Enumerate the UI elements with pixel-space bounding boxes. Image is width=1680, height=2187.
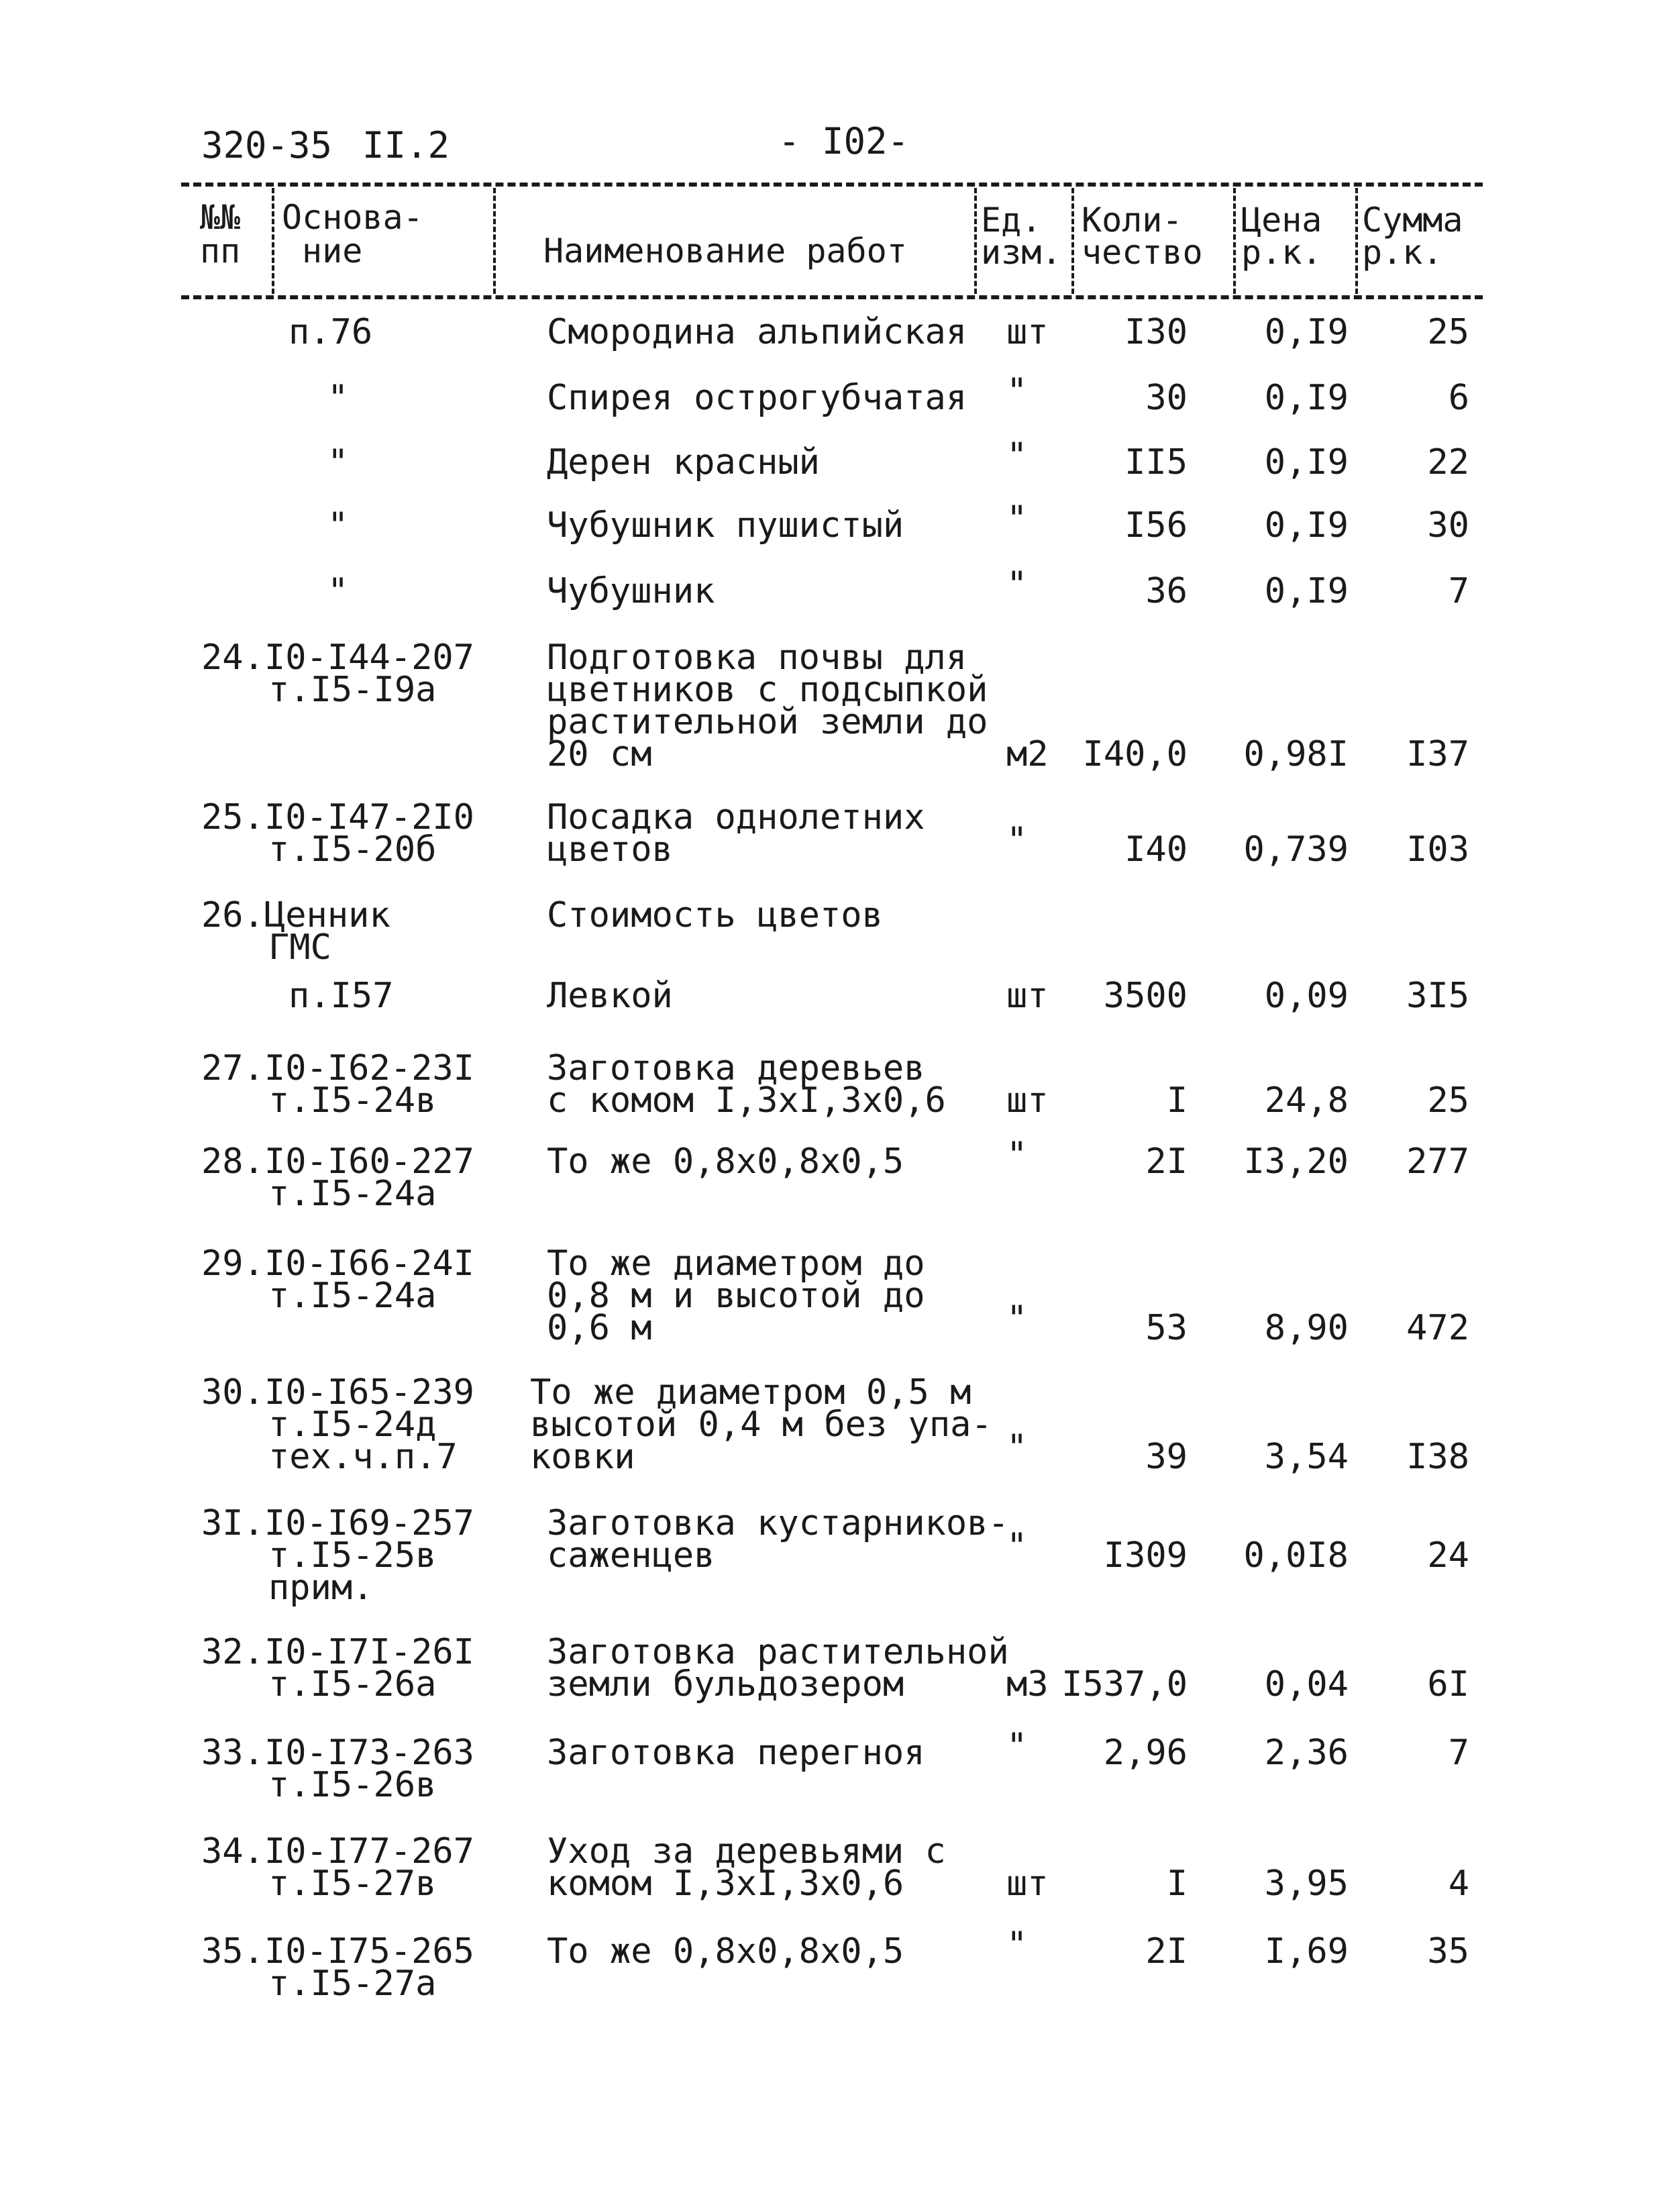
- row-quantity: I309: [1103, 1535, 1188, 1576]
- row-basis-line: т.I5-24в: [268, 1080, 437, 1121]
- row-name-line: земли бульдозером: [547, 1664, 904, 1705]
- row-basis-line: 24.I0-I44-207: [201, 638, 474, 678]
- row-unit: ": [1006, 820, 1028, 860]
- row-quantity: I30: [1124, 312, 1188, 352]
- row-unit: шт: [1006, 1080, 1049, 1121]
- row-basis-line: т.I5-27а: [268, 1964, 437, 2004]
- row-quantity: 30: [1145, 378, 1188, 418]
- col-divider-6: [1355, 188, 1358, 294]
- row-name-line: 0,8 м и высотой до: [547, 1276, 925, 1316]
- row-basis-line: 32.I0-I7I-26I: [201, 1632, 474, 1672]
- row-basis-line: т.I5-I9а: [268, 670, 437, 710]
- row-basis-line: ": [327, 571, 349, 611]
- row-price: 0,09: [1264, 976, 1349, 1016]
- row-basis-line: 29.I0-I66-24I: [201, 1243, 474, 1284]
- row-sum: 7: [1448, 1733, 1469, 1773]
- row-basis-line: 25.I0-I47-2I0: [201, 797, 474, 837]
- col-divider-1: [272, 188, 274, 294]
- row-basis-line: 27.I0-I62-23I: [201, 1048, 474, 1088]
- row-name-line: комом I,3хI,3х0,6: [547, 1864, 904, 1904]
- row-price: 0,I9: [1264, 312, 1349, 352]
- row-quantity: 2I: [1145, 1931, 1188, 1972]
- row-quantity: I: [1166, 1080, 1188, 1121]
- row-basis-line: 34.I0-I77-267: [201, 1831, 474, 1872]
- row-name-line: саженцев: [547, 1535, 715, 1576]
- doc-number: 320-35: [201, 124, 333, 166]
- row-quantity: 2,96: [1103, 1733, 1188, 1773]
- row-basis-line: т.I5-24д: [268, 1405, 437, 1445]
- row-basis-line: т.I5-20б: [268, 829, 437, 870]
- row-quantity: I40,0: [1082, 734, 1188, 774]
- header-price-1: Цена: [1241, 201, 1322, 240]
- row-name-line: Заготовка деревьев: [547, 1048, 925, 1088]
- row-price: 0,739: [1243, 829, 1349, 870]
- row-unit: м2: [1006, 734, 1049, 774]
- row-name-line: ковки: [530, 1437, 635, 1477]
- row-sum: 3I5: [1406, 976, 1469, 1016]
- row-price: 0,98I: [1243, 734, 1349, 774]
- row-sum: 25: [1427, 1080, 1469, 1121]
- header-name: Наименование работ: [543, 232, 907, 270]
- row-quantity: 2I: [1145, 1141, 1188, 1182]
- row-sum: 472: [1406, 1308, 1469, 1348]
- row-price: I,69: [1264, 1931, 1349, 1972]
- row-sum: 24: [1427, 1535, 1469, 1576]
- row-price: 0,I9: [1264, 442, 1349, 482]
- row-unit: ": [1006, 436, 1028, 476]
- row-name-line: с комом I,3хI,3х0,6: [547, 1080, 946, 1121]
- row-basis-line: т.I5-27в: [268, 1864, 437, 1904]
- row-basis-line: 33.I0-I73-263: [201, 1733, 474, 1773]
- row-sum: 22: [1427, 442, 1469, 482]
- row-unit: м3: [1006, 1664, 1049, 1705]
- row-basis-line: ": [327, 442, 349, 482]
- header-num-1: №№: [200, 198, 241, 237]
- row-basis-line: п.76: [288, 312, 373, 352]
- row-unit: ": [1006, 1726, 1028, 1766]
- row-name-line: То же диаметром до: [547, 1243, 925, 1284]
- row-price: 3,95: [1264, 1864, 1349, 1904]
- row-basis-line: п.I57: [288, 976, 394, 1016]
- row-name-line: Дерен красный: [547, 442, 820, 482]
- row-name-line: Заготовка перегноя: [547, 1733, 925, 1773]
- header-qty-1: Коли-: [1082, 201, 1183, 240]
- row-name-line: Заготовка кустарников-: [547, 1503, 1009, 1543]
- row-basis-line: 3I.I0-I69-257: [201, 1503, 474, 1543]
- row-name-line: цветников с подсыпкой: [547, 670, 988, 710]
- row-sum: I38: [1406, 1437, 1469, 1477]
- header-basis-2: ние: [302, 232, 363, 270]
- row-quantity: 39: [1145, 1437, 1188, 1477]
- row-sum: I37: [1406, 734, 1469, 774]
- row-name-line: Спирея острогубчатая: [547, 378, 967, 418]
- header-sum-1: Сумма: [1362, 201, 1463, 240]
- col-divider-4: [1071, 188, 1074, 294]
- row-name-line: Уход за деревьями с: [547, 1831, 946, 1872]
- row-quantity: 36: [1145, 571, 1188, 611]
- row-name-line: растительной земли до: [547, 702, 988, 742]
- row-quantity: I537,0: [1061, 1664, 1188, 1705]
- row-sum: 4: [1448, 1864, 1469, 1904]
- row-unit: ": [1006, 1925, 1028, 1965]
- row-sum: 277: [1406, 1141, 1469, 1182]
- row-unit: ": [1006, 1135, 1028, 1175]
- row-price: 8,90: [1264, 1308, 1349, 1348]
- row-basis-line: 30.I0-I65-239: [201, 1372, 474, 1413]
- row-name-line: Левкой: [547, 976, 673, 1016]
- row-basis-line: т.I5-26в: [268, 1765, 437, 1805]
- row-quantity: I: [1166, 1864, 1188, 1904]
- row-unit: ": [1006, 1526, 1028, 1566]
- row-basis-line: ": [327, 505, 349, 546]
- row-basis-line: тех.ч.п.7: [268, 1437, 458, 1477]
- row-name-line: То же 0,8х0,8х0,5: [547, 1931, 904, 1972]
- row-basis-line: 28.I0-I60-227: [201, 1141, 474, 1182]
- col-divider-5: [1233, 188, 1236, 294]
- row-name-line: Чубушник пушистый: [547, 505, 904, 546]
- row-name-line: Чубушник: [547, 571, 715, 611]
- row-sum: I03: [1406, 829, 1469, 870]
- header-basis-1: Основа-: [282, 198, 423, 237]
- header-bottom-rule: [181, 295, 1483, 299]
- row-name-line: цветов: [547, 829, 673, 870]
- row-basis-line: ": [327, 378, 349, 418]
- row-quantity: I40: [1124, 829, 1188, 870]
- row-basis-line: 26.Ценник: [201, 895, 390, 935]
- row-price: 24,8: [1264, 1080, 1349, 1121]
- row-price: 3,54: [1264, 1437, 1349, 1477]
- row-price: 0,I9: [1264, 571, 1349, 611]
- row-quantity: I56: [1124, 505, 1188, 546]
- page-number: - I02-: [778, 120, 910, 162]
- row-basis-line: т.I5-24а: [268, 1276, 437, 1316]
- row-name-line: Заготовка растительной: [547, 1632, 1009, 1672]
- col-divider-2: [493, 188, 496, 294]
- row-name-line: Подготовка почвы для: [547, 638, 967, 678]
- row-basis-line: прим.: [268, 1568, 374, 1608]
- row-quantity: 53: [1145, 1308, 1188, 1348]
- row-name-line: высотой 0,4 м без упа-: [530, 1405, 992, 1445]
- row-name-line: Посадка однолетних: [547, 797, 925, 837]
- row-name-line: То же диаметром 0,5 м: [530, 1372, 972, 1413]
- header-unit-2: изм.: [981, 233, 1062, 272]
- row-unit: шт: [1006, 1864, 1049, 1904]
- row-name-line: 0,6 м: [547, 1308, 652, 1348]
- col-divider-3: [974, 188, 977, 294]
- row-price: 0,04: [1264, 1664, 1349, 1705]
- row-price: 2,36: [1264, 1733, 1349, 1773]
- row-sum: 6I: [1427, 1664, 1469, 1705]
- header-unit-1: Ед.: [981, 201, 1042, 240]
- row-basis-line: ГМС: [268, 927, 331, 968]
- row-sum: 35: [1427, 1931, 1469, 1972]
- row-name-line: Стоимость цветов: [547, 895, 883, 935]
- row-basis-line: 35.I0-I75-265: [201, 1931, 474, 1972]
- row-name-line: Смородина альпийская: [547, 312, 967, 352]
- row-sum: 25: [1427, 312, 1469, 352]
- row-name-line: 20 см: [547, 734, 652, 774]
- header-qty-2: чество: [1082, 233, 1203, 272]
- row-sum: 6: [1448, 378, 1469, 418]
- header-price-2: р.к.: [1241, 233, 1322, 272]
- row-basis-line: т.I5-25в: [268, 1535, 437, 1576]
- row-unit: ": [1006, 1299, 1028, 1339]
- header-top-rule: [181, 183, 1483, 187]
- row-unit: ": [1006, 564, 1028, 605]
- row-sum: 30: [1427, 505, 1469, 546]
- row-price: 0,I9: [1264, 505, 1349, 546]
- row-name-line: То же 0,8х0,8х0,5: [547, 1141, 904, 1182]
- row-unit: ": [1006, 499, 1028, 539]
- row-basis-line: т.I5-26а: [268, 1664, 437, 1705]
- header-num-2: пп: [200, 232, 241, 270]
- row-quantity: 3500: [1103, 976, 1188, 1016]
- row-unit: шт: [1006, 976, 1049, 1016]
- row-quantity: II5: [1124, 442, 1188, 482]
- row-unit: шт: [1006, 312, 1049, 352]
- row-price: 0,I9: [1264, 378, 1349, 418]
- row-price: 0,0I8: [1243, 1535, 1349, 1576]
- row-sum: 7: [1448, 571, 1469, 611]
- row-unit: ": [1006, 371, 1028, 411]
- row-basis-line: т.I5-24а: [268, 1174, 437, 1214]
- header-sum-2: р.к.: [1362, 233, 1443, 272]
- sheet-mark: II.2: [362, 124, 450, 166]
- row-price: I3,20: [1243, 1141, 1349, 1182]
- row-unit: ": [1006, 1427, 1028, 1468]
